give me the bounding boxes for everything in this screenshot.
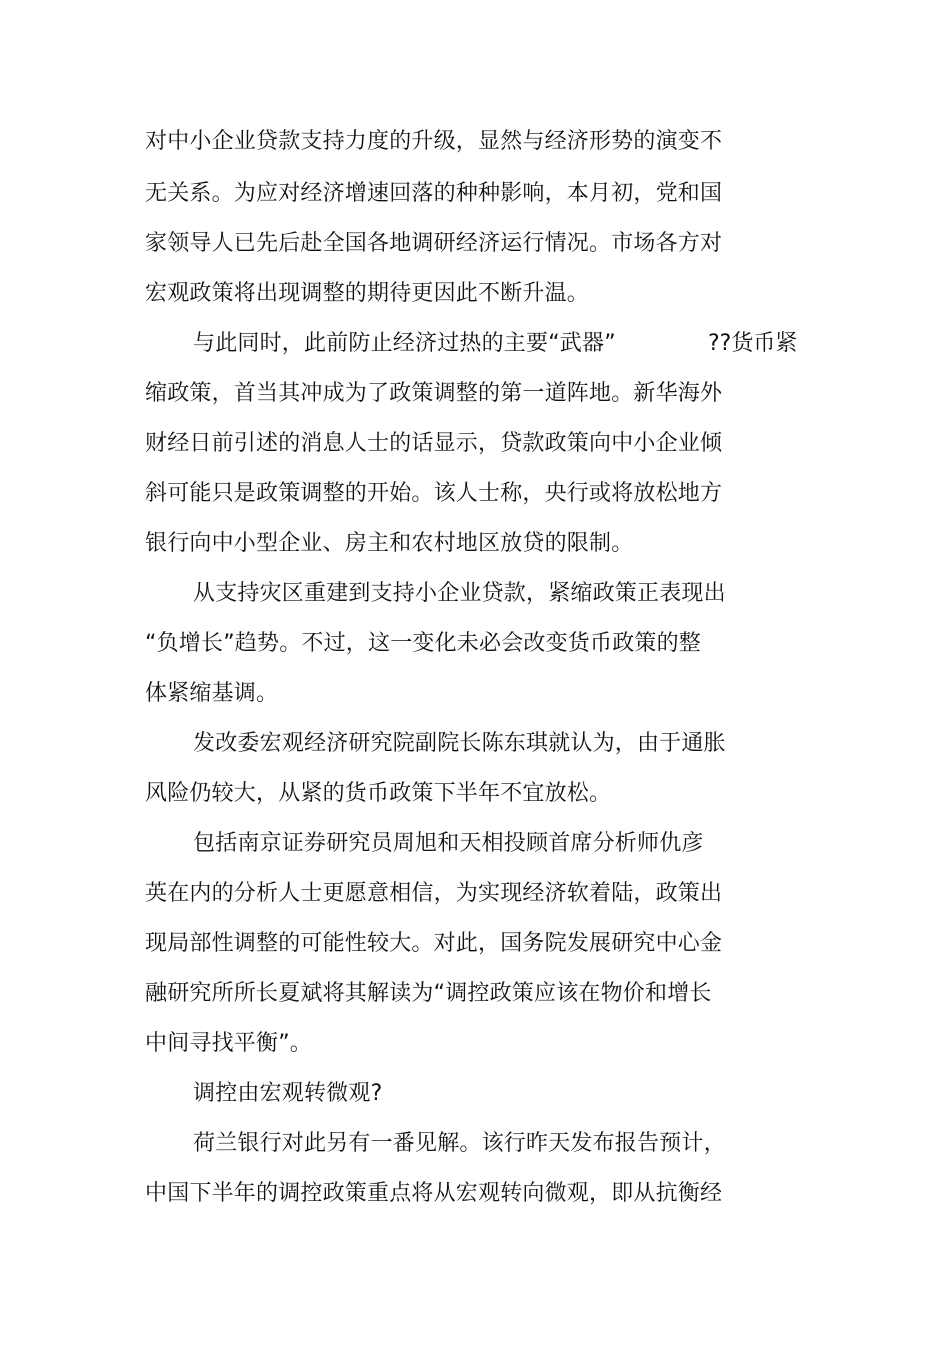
- text-line: 斜可能只是政策调整的开始。该人士称，央行或将放松地方: [145, 481, 723, 506]
- text-line: 缩政策，首当其冲成为了政策调整的第一道阵地。新华海外: [145, 381, 723, 406]
- text-line: 风险仍较大，从紧的货币政策下半年不宜放松。: [145, 781, 612, 806]
- text-line: 家领导人已先后赴全国各地调研经济运行情况。市场各方对: [145, 231, 723, 256]
- text-line: 中间寻找平衡”。: [145, 1031, 312, 1056]
- text-line: 财经日前引述的消息人士的话显示，贷款政策向中小企业倾: [145, 431, 723, 456]
- text-line: 融研究所所长夏斌将其解读为“调控政策应该在物价和增长: [145, 981, 712, 1006]
- text-line: 英在内的分析人士更愿意相信，为实现经济软着陆，政策出: [145, 881, 723, 906]
- text-line: 宏观政策将出现调整的期待更因此不断升温。: [145, 281, 590, 306]
- text-line: 对中小企业贷款支持力度的升级，显然与经济形势的演变不: [145, 129, 723, 154]
- text-line: 现局部性调整的可能性较大。对此，国务院发展研究中心金: [145, 931, 723, 956]
- section-heading: 调控由宏观转微观?: [193, 1081, 383, 1106]
- text-line: 体紧缩基调。: [145, 681, 279, 706]
- text-line: 中国下半年的调控政策重点将从宏观转向微观，即从抗衡经: [145, 1181, 723, 1206]
- text-line-fragment: ??货币紧: [708, 331, 798, 356]
- text-line: 荷兰银行对此另有一番见解。该行昨天发布报告预计，: [193, 1131, 726, 1156]
- text-line: 银行向中小型企业、房主和农村地区放贷的限制。: [145, 531, 634, 556]
- text-line: 包括南京证券研究员周旭和天相投顾首席分析师仇彦: [193, 831, 704, 856]
- text-line: 与此同时，此前防止经济过热的主要“武器”: [193, 331, 616, 356]
- text-line: 发改委宏观经济研究院副院长陈东琪就认为，由于通胀: [193, 731, 726, 756]
- text-line: 无关系。为应对经济增速回落的种种影响，本月初，党和国: [145, 181, 723, 206]
- text-line: “负增长”趋势。不过，这一变化未必会改变货币政策的整: [145, 631, 701, 656]
- text-line: 从支持灾区重建到支持小企业贷款，紧缩政策正表现出: [193, 581, 726, 606]
